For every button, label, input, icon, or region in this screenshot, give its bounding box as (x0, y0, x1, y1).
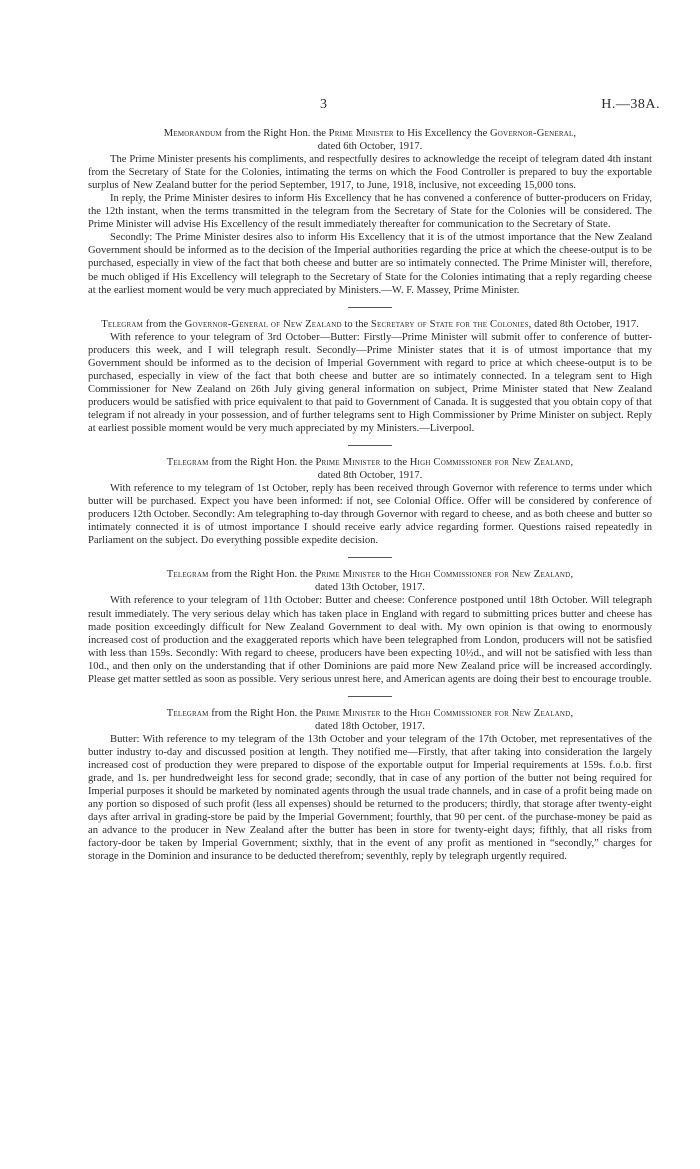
heading-date: dated 8th October, 1917. (317, 470, 423, 482)
document-heading (88, 456, 652, 482)
paragraph: With reference to my telegram of 1st October, reply has been received through Governor with reference to terms under which butter will be purchased. Expect you have been informed: if not, see Colonial Office. Offer will be considered by conference of producers 12th October. Secondly: Am telegraphing to-day through Governor with regard to cheese, and as both cheese and butter so intimately connected it is of utmost importance I should receive early advice regarding former. Questions raised repeatedly in Parliament on the subject. Do everything possible expedite decision. (88, 483, 652, 547)
heading-kind: Telegram (166, 707, 209, 719)
heading-from-prefix: from the Right Hon. the (211, 457, 313, 469)
section-separator (348, 557, 392, 558)
telegram-8-october-governor (88, 318, 652, 446)
heading-to-prefix: to His Excellency the (396, 128, 488, 139)
heading-kind: Memorandum (163, 128, 222, 139)
heading-date: dated 13th October, 1917. (315, 582, 425, 594)
heading-to-prefix: to the (344, 318, 369, 330)
paragraph: With reference to your telegram of 3rd October—Butter: Firstly—Prime Minister will submit offer to conference of butter-producers this week, and I will telegraph result. Secondly—Prime Minister states that it is of utmost importance that my Government should be informed as to the decision of Imperial Government with regard to price at which cheese-output is to be purchased, especially in view of the fact that both cheese and butter are so intimately connected. In a telegram sent to High Commissioner for New Zealand on 26th July giving general information on subject, Prime Minister stated that New Zealand producers would be satisfied with price equivalent to that paid to Government of Canada. It is suggested that you obtain copy of that telegram if not already in your possession, and of further telegrams sent to High Commissioner by Prime Minister on subject. Reply at earliest possible moment would be very much appreciated by my Ministers.—Liverpool. (88, 331, 652, 434)
heading-recipient: High Commissioner for New Zealand, (409, 457, 574, 469)
paragraph: In reply, the Prime Minister desires to inform His Excellency that he has convened a conference of butter-producers on Friday, the 12th instant, when the terms transmitted in the telegram from the Secretary of State for the Colonies will be considered. The Prime Minister will advise His Excellency of the result immediately thereafter for communication to the Secretary of State. (88, 193, 652, 231)
section-separator (348, 307, 392, 308)
heading-to-prefix: to the (383, 569, 408, 581)
paragraph: Secondly: The Prime Minister desires also to inform His Excellency that it is of the utmost importance that the New Zealand Government should be informed as to the decision of the Imperial authorities regarding the price at which the cheese-output is to be purchased, especially in view of the fact that both cheese and butter are so intimately connected. The Prime Minister will, therefore, be much obliged if His Excellency will telegraph to the Secretary of State for the Colonies intimating that a reply regarding cheese at the earliest moment would be very much appreciated by Ministers.—W. F. Massey, Prime Minister. (88, 232, 652, 296)
memorandum-6-october (88, 127, 652, 308)
page-header (0, 98, 700, 114)
section-separator (348, 696, 392, 697)
heading-recipient: Governor-General, (489, 128, 577, 139)
heading-recipient: High Commissioner for New Zealand, (409, 569, 574, 581)
heading-to-prefix: to the (383, 707, 408, 719)
parliamentary-paper-code: H.—38A. (601, 97, 660, 112)
heading-sender: Prime Minister (315, 569, 381, 581)
heading-sender: Prime Minister (315, 707, 381, 719)
document-heading (88, 707, 652, 733)
section-separator (348, 445, 392, 446)
heading-recipient: High Commissioner for New Zealand, (409, 707, 574, 719)
page-content (88, 127, 652, 863)
document-heading (88, 127, 652, 153)
telegram-13-october (88, 568, 652, 696)
paragraph: With reference to your telegram of 11th October: Butter and cheese: Conference postponed until 18th October. Will telegraph result immediately. The very serious delay which has taken place in England with regard to submitting prices butter and cheese has made position exceedingly difficult for New Zealand Government to deal with. My own opinion is that owing to enormously increased cost of production and the exaggerated reports which have been telegraphed from London, producers will not be satisfied with less than 159s. Secondly: With regard to cheese, producers have been expecting 10½d., and will not be satisfied with less than 10d., and then only on the understanding that if other Dominions are paid more New Zealand price will be increased accordingly. Please get matter settled as soon as possible. Very serious unrest here, and American agents are doing their best to encourage trouble. (88, 595, 652, 685)
page-number: 3 (320, 97, 327, 112)
heading-from-prefix: from the Right Hon. the (211, 569, 313, 581)
heading-to-prefix: to the (383, 457, 408, 469)
heading-kind: Telegram (166, 569, 209, 581)
document-heading (88, 568, 652, 594)
heading-kind: Telegram (101, 318, 144, 330)
heading-date: dated 6th October, 1917. (317, 141, 423, 153)
heading-date: dated 18th October, 1917. (315, 720, 425, 732)
telegram-8-october-prime-minister (88, 456, 652, 558)
heading-sender: Governor-General of New Zealand (184, 318, 342, 330)
heading-date: dated 8th October, 1917. (534, 318, 639, 330)
document-heading (88, 318, 652, 331)
heading-from-prefix: from the (145, 318, 182, 330)
heading-recipient: Secretary of State for the Colonies, (370, 318, 532, 330)
heading-sender: Prime Minister (315, 457, 381, 469)
paragraph: The Prime Minister presents his compliments, and respectfully desires to acknowledge the receipt of telegram dated 4th instant from the Secretary of State for the Colonies, intimating the terms on which the Food Controller is prepared to buy the exportable surplus of New Zealand butter for the period September, 1917, to June, 1918, inclusive, not exceeding 15,000 tons. (88, 154, 652, 192)
telegram-18-october (88, 707, 652, 864)
paragraph: Butter: With reference to my telegram of the 13th October and your telegram of the 17th October, met representatives of the butter industry to-day and discussed position at length. They notified me—Firstly, that after taking into consideration the largely increased cost of production they were prepared to dispose of the exportable output for Imperial requirements at 159s. f.o.b. first grade, and 1s. per hundredweight less for second grade; secondly, that in case of any portion of the butter not being required for Imperial purposes it should be marketed by nominated agents through the usual trade channels, and in case of a profit being made on any portion so disposed of such profit (less all expenses) should be returned to the producers; thirdly, that storage after twenty-eight days after arrival in grading-store be paid by the Imperial Government; fourthly, that 90 per cent. of the purchase-money be paid as an advance to the producer in New Zealand after the butter has been in store for twenty-eight days; fifthly, that all risks from factory-door be taken by Imperial Government; sixthly, that in the event of any profit as mentioned in “secondly,” charges for storage in the Dominion and insurance to be deducted therefrom; seventhly, reply by telegraph urgently required. (88, 733, 652, 863)
heading-kind: Telegram (166, 457, 209, 469)
heading-from-prefix: from the Right Hon. the (211, 707, 313, 719)
heading-from-prefix: from the Right Hon. the (224, 128, 326, 139)
heading-sender: Prime Minister (328, 128, 394, 139)
